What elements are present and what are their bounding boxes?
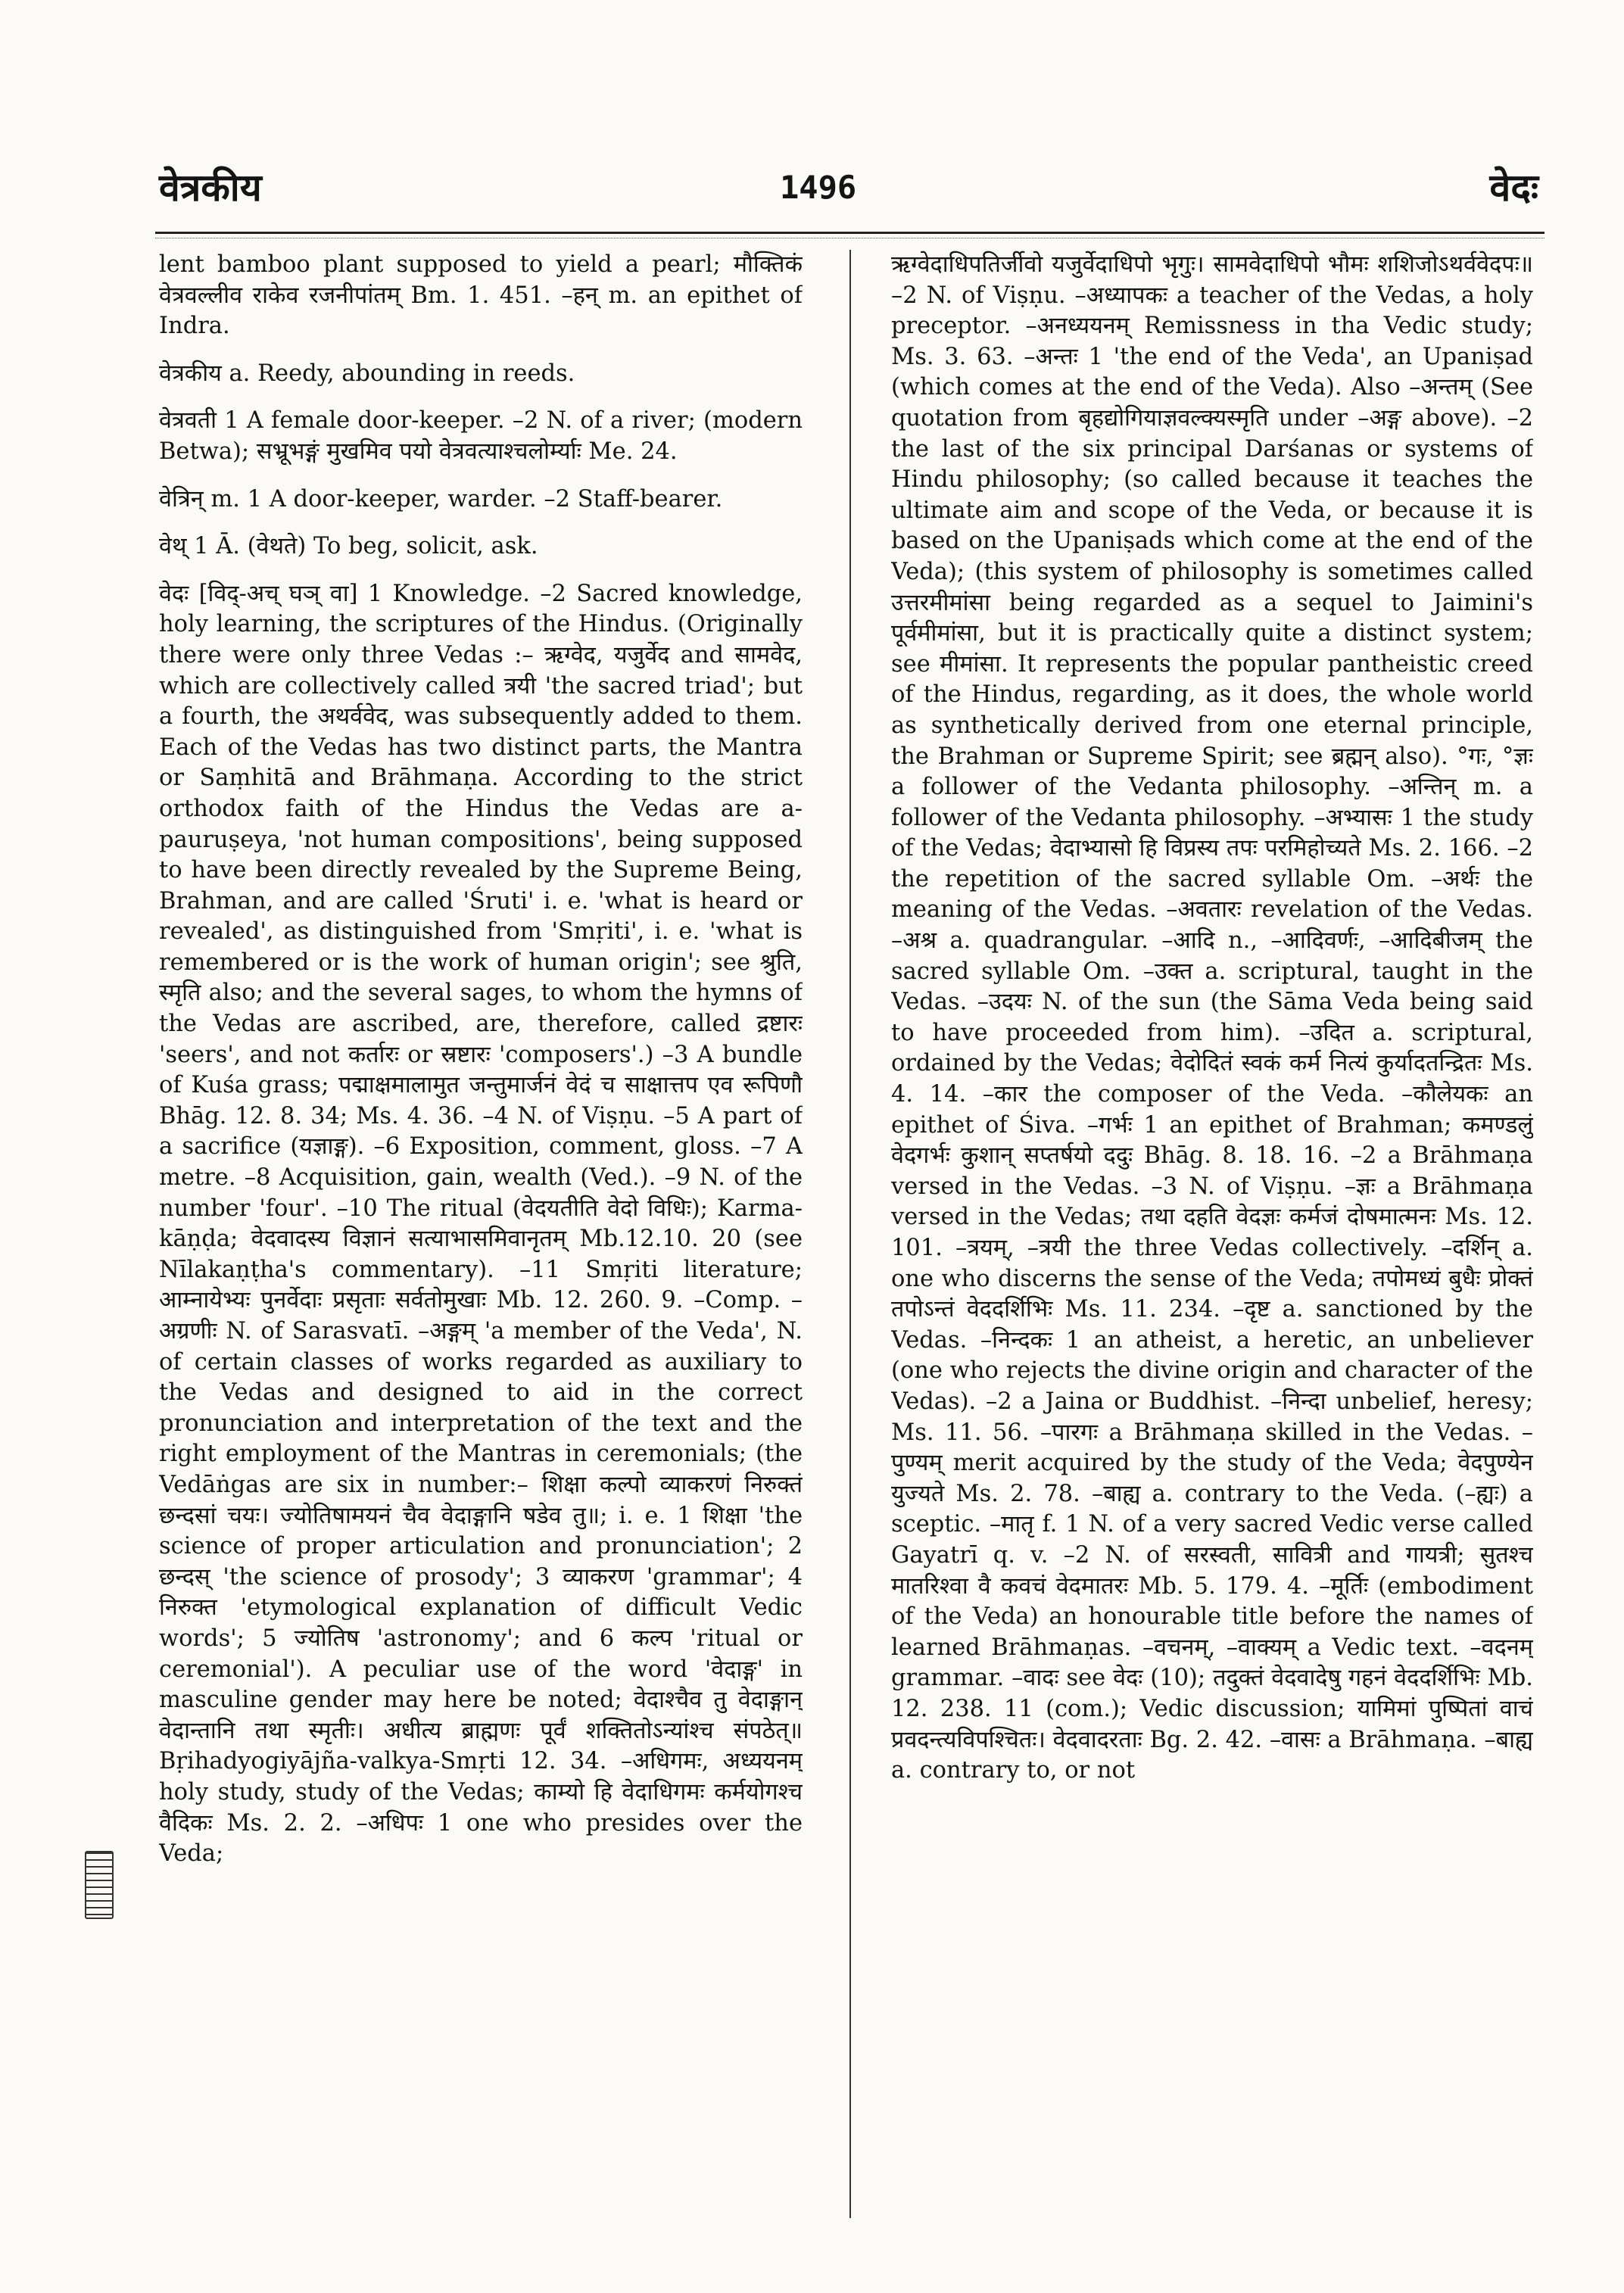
header-rule — [155, 232, 1545, 234]
page-number: 1496 — [780, 169, 857, 206]
entry-veda-continued: ऋग्वेदाधिपतिर्जीवो यजुर्वेदाधिपो भृगुः। सामवेदाधिपो भौमः शशिजोऽथर्ववेदपः॥ –2 N. of Viṣṇu. –अध्यापकः a teacher of the Vedas, a holy preceptor. –अनध्ययनम् Remissness in tha Vedic study; Ms. 3. 63. –अन्तः 1 'the end of the Veda', an Upaniṣad (which comes at the end of the Veda). Also –अन्तम् (See quotation from बृहद्योगियाज्ञवल्क्यस्मृति under –अङ्ग above). –2 the last of the six principal Darśanas or systems of Hindu philosophy; (so called because it teaches the ultimate aim and scope of the Veda, or because it is based on the Upaniṣads which come at the end of the Veda); (this system of philosophy is sometimes called उत्तरमीमांसा being regarded as a sequel to Jaimini's पूर्वमीमांसा, but it is practically quite a distinct system; see मीमांसा. It represents the popular pantheistic creed of the Hindus, regarding, as it does, the whole world as synthetically derived from one eternal principle, the Brahman or Supreme Spirit; see ब्रह्मन् also). °गः, °ज्ञः a follower of the Vedanta philosophy. –अन्तिन् m. a follower of the Vedanta philosophy. –अभ्यासः 1 the study of the Vedas; वेदाभ्यासो हि विप्रस्य तपः परमिहोच्यते Ms. 2. 166. –2 the repetition of the sacred syllable Om. –अर्थः the meaning of the Vedas. –अवतारः revelation of the Vedas. –अश्र a. quadrangular. –आदि n., –आदिवर्णः, –आदिबीजम् the sacred syllable Om. –उक्त a. scriptural, taught in the Vedas. –उदयः N. of the sun (the Sāma Veda being said to have proceeded from him). –उदित a. scriptural, ordained by the Vedas; वेदोदितं स्वकं कर्म नित्यं कुर्यादतन्द्रितः Ms. 4. 14. –कार the composer of the Veda. –कौलेयकः an epithet of Śiva. –गर्भः 1 an epithet of Brahman; कमण्डलुं वेदगर्भः कुशान् सप्तर्षयो ददुः Bhāg. 8. 18. 16. –2 a Brāhmaṇa versed in the Vedas. –3 N. of Viṣṇu. –ज्ञः a Brāhmaṇa versed in the Vedas; तथा दहति वेदज्ञः कर्मजं दोषमात्मनः Ms. 12. 101. –त्रयम्, –त्रयी the three Vedas collectively. –दर्शिन् a. one who discerns the sense of the Veda; तपोमध्यं बुधैः प्रोक्तं तपोऽन्तं वेददर्शिभिः Ms. 11. 234. –दृष्ट a. sanctioned by the Vedas. –निन्दकः 1 an atheist, a heretic, an unbeliever (one who rejects the divine origin and character of the Vedas). –2 a Jaina or Buddhist. –निन्दा unbelief, heresy; Ms. 11. 56. –पारगः a Brāhmaṇa skilled in the Vedas. –पुण्यम् merit acquired by the study of the Veda; वेदपुण्येन युज्यते Ms. 2. 78. –बाह्य a. contrary to the Veda. (–ह्यः) a sceptic. –मातृ f. 1 N. of a very sacred Vedic verse called Gayatrī q. v. –2 N. of सरस्वती, सावित्री and गायत्री; सुतश्च मातरिश्वा वै कवचं वेदमातरः Mb. 5. 179. 4. –मूर्तिः (embodiment of the Veda) an honourable title before the names of learned Brāhmaṇas. –वचनम्, –वाक्यम् a Vedic text. –वदनम् grammar. –वादः see वेदः (10); तदुक्तं वेदवादेषु गहनं वेददर्शिभिः Mb. 12. 238. 11 (com.); Vedic discussion; यामिमां पुष्पितां वाचं प्रवदन्त्यविपश्चितः। वेदवादरताः Bg. 2. 42. –वासः a Brāhmaṇa. –बाह्य a. contrary to, or not — [891, 251, 1533, 1784]
entry-veth: वेथ् 1 Ā. (वेथते) To beg, solicit, ask. — [159, 533, 538, 560]
entry-vetrakiya: वेत्रकीय a. Reedy, abounding in reeds. — [159, 360, 575, 387]
header-right-guideword: वेदः — [1489, 165, 1538, 210]
left-column — [159, 250, 803, 2218]
entry-vetravati: वेत्रवती 1 A female door-keeper. –2 N. of a river; (modern Betwa); सभ्रूभङ्गं मुखमिव पयो वेत्रवत्याश्चलोर्म्याः Me. 24. — [159, 407, 803, 465]
margin-scan-mark — [85, 1851, 114, 1919]
header-left-guideword: वेत्रकीय — [159, 165, 262, 210]
column-divider — [849, 250, 851, 2218]
entry-vetrin: वेत्रिन् m. 1 A door-keeper, warder. –2 Staff-bearer. — [159, 485, 723, 512]
right-column — [891, 250, 1533, 2218]
entry-veda: वेदः [विद्-अच् घञ् वा] 1 Knowledge. –2 Sacred knowledge, holy learning, the scriptures of the Hindus. (Originally there were only three Vedas :– ऋग्वेद, यजुर्वेद and सामवेद, which are collectively called त्रयी 'the sacred triad'; but a fourth, the अथर्ववेद, was subsequently added to them. Each of the Vedas has two distinct parts, the Mantra or Saṃhitā and Brāhmaṇa. According to the strict orthodox faith of the Hindus the Vedas are a-pauruṣeya, 'not human compositions', being supposed to have been directly revealed by the Supreme Being, Brahman, and are called 'Śruti' i. e. 'what is heard or revealed', as distinguished from 'Smṛiti', i. e. 'what is remembered or is the work of human origin'; see श्रुति, स्मृति also; and the several sages, to whom the hymns of the Vedas are ascribed, are, therefore, called द्रष्टारः 'seers', and not कर्तारः or स्रष्टारः 'composers'.) –3 A bundle of Kuśa grass; पद्माक्षमालामुत जन्तुमार्जनं वेदं च साक्षात्तप एव रूपिणौ Bhāg. 12. 8. 34; Ms. 4. 36. –4 N. of Viṣṇu. –5 A part of a sacrifice (यज्ञाङ्ग). –6 Exposition, comment, gloss. –7 A metre. –8 Acquisition, gain, wealth (Ved.). –9 N. of the number 'four'. –10 The ritual (वेदयतीति वेदो विधिः); Karma-kāṇḍa; वेदवादस्य विज्ञानं सत्याभासमिवानृतम् Mb.12.10. 20 (see Nīlakaṇṭha's commentary). –11 Smṛiti literature; आम्नायेभ्यः पुनर्वेदाः प्रसृताः सर्वतोमुखाः Mb. 12. 260. 9. –Comp. –अग्रणीः N. of Sarasvatī. –अङ्गम् 'a member of the Veda', N. of certain classes of works regarded as auxiliary to the Vedas and designed to aid in the correct pronunciation and interpretation of the text and the right employment of the Mantras in ceremonials; (the Vedāṅgas are six in number:– शिक्षा कल्पो व्याकरणं निरुक्तं छन्दसां चयः। ज्योतिषामयनं चैव वेदाङ्गानि षडेव तु॥; i. e. 1 शिक्षा 'the science of proper articulation and pronunciation'; 2 छन्दस् 'the science of prosody'; 3 व्याकरण 'grammar'; 4 निरुक्त 'etymological explanation of difficult Vedic words'; 5 ज्योतिष 'astronomy'; and 6 कल्प 'ritual or ceremonial'). A peculiar use of the word 'वेदाङ्ग' in masculine gender may here be noted; वेदाश्चैव तु वेदाङ्गान् वेदान्तानि तथा स्मृतीः। अधीत्य ब्राह्मणः पूर्वं शक्तितोऽन्यांश्च संपठेत्॥ Bṛihadyogiyājña-valkya-Smṛti 12. 34. –अधिगमः, अध्ययनम् holy study, study of the Vedas; काम्यो हि वेदाधिगमः कर्मयोगश्च वैदिकः Ms. 2. 2. –अधिपः 1 one who presides over the Veda; — [159, 580, 803, 1868]
entry-continuation: lent bamboo plant supposed to yield a pearl; मौक्तिकं वेत्रवल्लीव राकेव रजनीपांतम् Bm. 1. 451. –हन् m. an epithet of Indra. — [159, 251, 803, 340]
